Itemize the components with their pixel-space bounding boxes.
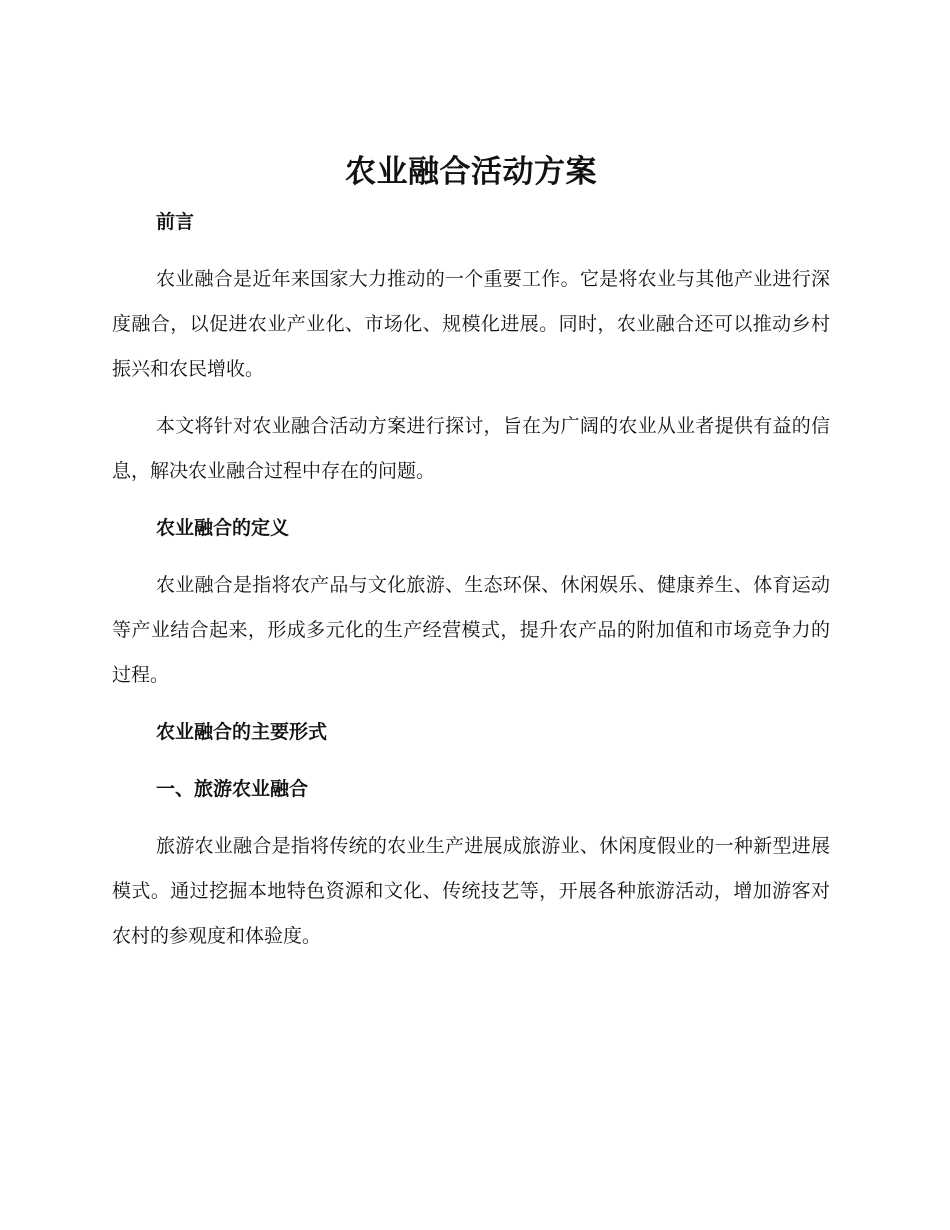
subsection-heading-tourism: 一、旅游农业融合 [156, 778, 309, 800]
paragraph-definition: 农业融合是指将农产品与文化旅游、生态环保、休闲娱乐、健康养生、体育运动等产业结合起来，形成多元化的生产经营模式，提升农产品的附加值和市场竞争力的过程。 [112, 574, 830, 686]
paragraph-purpose: 本文将针对农业融合活动方案进行探讨，旨在为广阔的农业从业者提供有益的信息，解决农业融合过程中存在的问题。 [112, 415, 830, 482]
section-heading-preface: 前言 [156, 211, 195, 233]
section-heading-main-forms: 农业融合的主要形式 [156, 721, 328, 743]
paragraph-intro: 农业融合是近年来国家大力推动的一个重要工作。它是将农业与其他产业进行深度融合，以促进农业产业化、市场化、规模化进展。同时，农业融合还可以推动乡村振兴和农民增收。 [112, 268, 830, 380]
document-body [112, 146, 830, 959]
paragraph-tourism: 旅游农业融合是指将传统的农业生产进展成旅游业、休闲度假业的一种新型进展模式。通过挖掘本地特色资源和文化、传统技艺等，开展各种旅游活动，增加游客对农村的参观度和体验度。 [112, 835, 830, 947]
document-title: 农业融合活动方案 [345, 154, 597, 190]
section-heading-definition: 农业融合的定义 [156, 517, 290, 539]
